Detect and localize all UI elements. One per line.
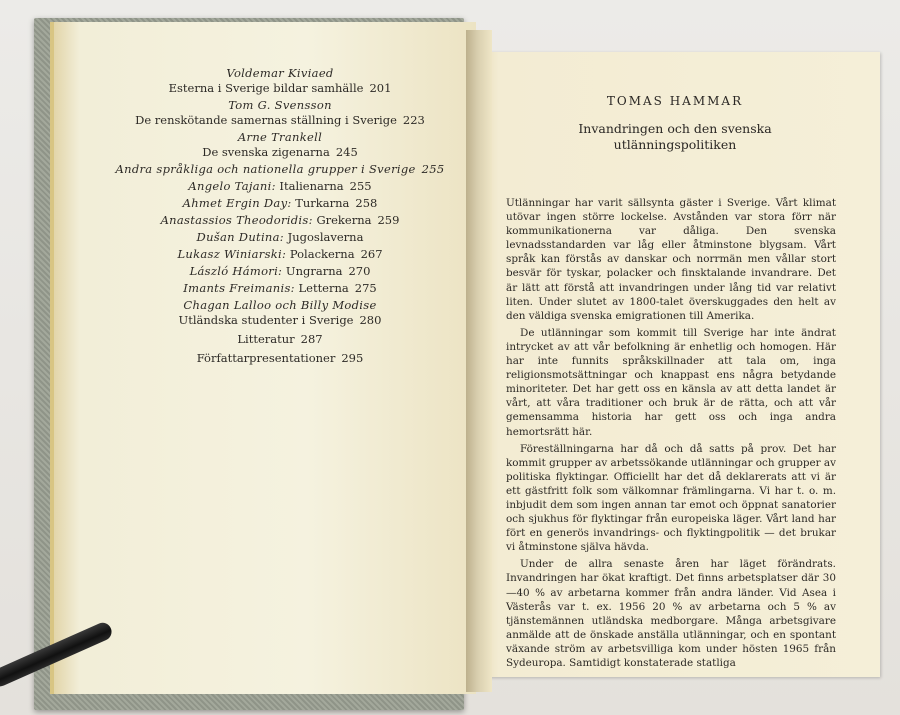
toc-page-number: 258 (355, 196, 378, 210)
toc-title: Litteratur (237, 332, 295, 346)
chapter-title-line: Invandringen och den svenska (578, 121, 772, 136)
toc-entry (90, 179, 470, 194)
toc-author: Imants Freimanis: (183, 281, 295, 295)
toc-entry (90, 298, 470, 328)
toc-page-number: 255 (349, 179, 372, 193)
toc-author: Ahmet Ergin Day: (182, 196, 292, 210)
paragraph: Utlänningar har varit sällsynta gäster i Sverige. Vårt klimat utövar ingen större lockelse. Avstånden var stora förr när kommunikationerna var dåliga. Den svenska levnadsstandarden var låg eller åtminstone blygsam. Vårt språk kan förstås av danskar och norrmän men vållar stort besvär för tyskar, polacker och finsktalande invandrare. Det är lätt att förstå att invandringen under lång tid var relativt liten. Under slutet av 1800-talet överskuggades den helt av den väldiga svenska emigrationen till Amerika. (506, 197, 836, 322)
toc-page-number: 295 (341, 351, 364, 365)
toc-page-number: 280 (359, 313, 382, 327)
toc-title: Författarpresentationer (196, 351, 336, 365)
toc-title: Polackerna (289, 247, 355, 261)
table-of-contents (90, 66, 470, 368)
toc-title: Utländska studenter i Sverige (178, 313, 354, 327)
toc-page-number: 223 (402, 113, 425, 127)
toc-entry (90, 281, 470, 296)
chapter-body (506, 196, 836, 673)
toc-entry (90, 230, 470, 245)
toc-entry (90, 66, 470, 96)
toc-title: Esterna i Sverige bildar samhälle (168, 81, 364, 95)
toc-entry (90, 196, 470, 211)
toc-entry (90, 264, 470, 279)
toc-author: Chagan Lalloo och Billy Modise (183, 298, 377, 312)
toc-title: Turkarna (295, 196, 350, 210)
toc-entry (90, 247, 470, 262)
toc-entry (90, 332, 470, 347)
toc-title: Ungrarna (285, 264, 343, 278)
toc-section-title: Andra språkliga och nationella grupper i Sverige (115, 162, 416, 176)
toc-page-number: 245 (335, 145, 358, 159)
toc-author: László Hámori: (189, 264, 283, 278)
toc-entry (90, 130, 470, 160)
toc-page-number: 270 (348, 264, 371, 278)
toc-title: Jugoslaverna (287, 230, 364, 244)
chapter-author: TOMAS HAMMAR (606, 94, 744, 108)
toc-author: Voldemar Kiviaed (226, 66, 334, 80)
toc-title: Letterna (298, 281, 349, 295)
toc-entry (90, 162, 470, 177)
toc-title: De renskötande samernas ställning i Sverige (135, 113, 397, 127)
toc-author: Tom G. Svensson (228, 98, 332, 112)
toc-author: Dušan Dutina: (196, 230, 284, 244)
toc-title: De svenska zigenarna (202, 145, 330, 159)
toc-author: Anastassios Theodoridis: (160, 213, 313, 227)
toc-page-number: 275 (354, 281, 377, 295)
toc-title: Grekerna (316, 213, 372, 227)
paragraph: Under de allra senaste åren har läget förändrats. Invandringen har ökat kraftigt. Det finns arbetsplatser där 30—40 % av arbetarna kommer från andra länder. Vid Asea i Västerås var t. ex. 1956 20 % av arbetarna och 5 % av tjänstemännen utländska medborgare. Många arbetsgivare anmälde att de önskade anställa utlänningar, och en spontant växande ström av arbetsvilliga kom under hösten 1965 från Sydeuropa. Samtidigt konstaterade statliga (506, 558, 836, 669)
toc-entry (90, 98, 470, 128)
toc-title: Italienarna (279, 179, 344, 193)
toc-entry (90, 351, 470, 366)
toc-page-number: 259 (377, 213, 400, 227)
toc-page-number: 287 (300, 332, 323, 346)
toc-page-number: 255 (421, 162, 445, 176)
toc-page-number: 201 (369, 81, 392, 95)
paragraph: Föreställningarna har då och då satts på prov. Det har kommit grupper av arbetssökande utlänningar och grupper av politiska flyktingar. Officiellt har det då deklarerats att vi är ett gästfritt folk som välkomnar främlingarna. Vi har t. o. m. inbjudit dem som ingen annan tar emot och öppnat sanatorier och sjukhus för flyktingar från europeiska läger. Vårt land har fört en generös invandrings- och flyktingpolitik — det brukar vi åtminstone själva hävda. (506, 442, 836, 554)
paragraph: De utlänningar som kommit till Sverige har inte ändrat intrycket av att vår befolkning är enhetlig och homogen. Här har inte funnits språkskillnader att tala om, inga religionsmotsättningar och knappast ens några betydande minoriteter. Det har gett oss en känsla av att detta landet är vårt, att våra traditioner och bruk är de rätta, och att vår gemensamma historia har gett oss och inga andra hemortsrätt här. (506, 326, 836, 438)
toc-page-number: 267 (360, 247, 383, 261)
chapter-title-line: utlänningspolitiken (613, 137, 737, 152)
toc-author: Arne Trankell (237, 130, 323, 144)
chapter-title (520, 121, 830, 153)
toc-author: Angelo Tajani: (188, 179, 276, 193)
toc-author: Lukasz Winiarski: (177, 247, 287, 261)
toc-entry (90, 213, 470, 228)
